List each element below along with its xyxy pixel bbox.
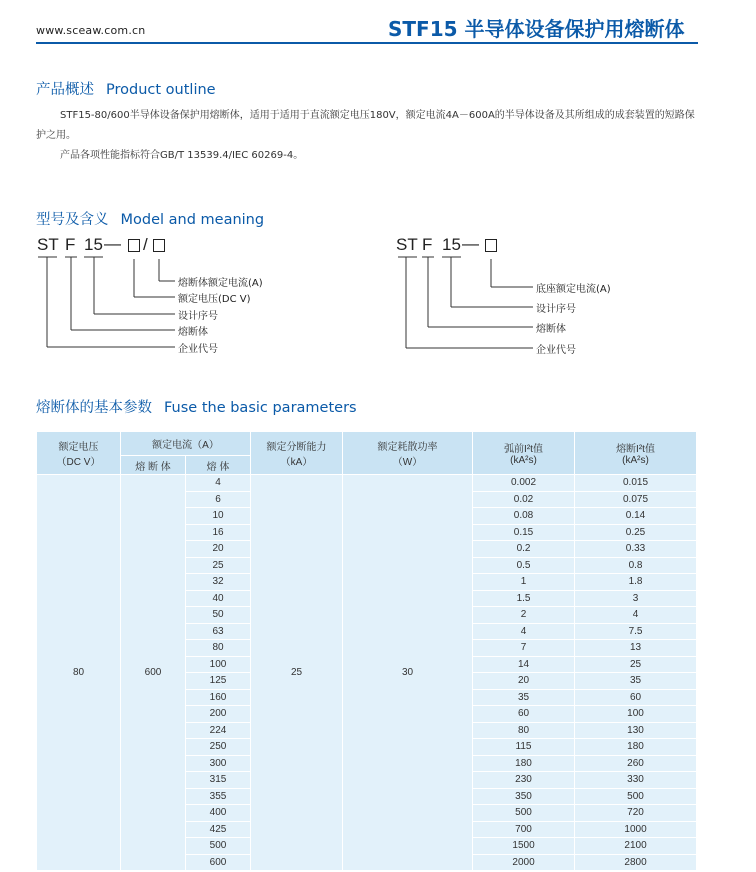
- cell-operating-i2t: 130: [575, 722, 697, 739]
- cell-operating-i2t: 7.5: [575, 623, 697, 640]
- cell-rated-voltage: 80: [37, 475, 121, 871]
- cell-pre-arcing-i2t: 14: [473, 656, 575, 673]
- label-design-number-right: 设计序号: [536, 304, 576, 315]
- cell-operating-i2t: 0.14: [575, 508, 697, 525]
- cell-operating-i2t: 330: [575, 772, 697, 789]
- cell-operating-i2t: 260: [575, 755, 697, 772]
- cell-operating-i2t: 1000: [575, 821, 697, 838]
- cell-operating-i2t: 0.075: [575, 491, 697, 508]
- cell-fuse-link-current: 355: [186, 788, 251, 805]
- standard-compliance-text: 产品各项性能指标符合GB/T 13539.4/IEC 60269-4。: [60, 150, 304, 161]
- cell-operating-i2t: 13: [575, 640, 697, 657]
- header-op-i2t-text: 熔断I²t值: [616, 444, 655, 455]
- cell-fuse-link-current: 200: [186, 706, 251, 723]
- header-fuse-holder: 熔 断 体: [121, 456, 186, 475]
- cell-pre-arcing-i2t: 700: [473, 821, 575, 838]
- outline-heading-en: Product outline: [106, 82, 216, 98]
- cell-operating-i2t: 720: [575, 805, 697, 822]
- cell-fuse-holder-current: 600: [121, 475, 186, 871]
- cell-pre-arcing-i2t: 180: [473, 755, 575, 772]
- header-op-i2t-unit: (kA²s): [622, 455, 649, 466]
- cell-fuse-link-current: 25: [186, 557, 251, 574]
- cell-fuse-link-current: 4: [186, 475, 251, 492]
- cell-fuse-link-current: 315: [186, 772, 251, 789]
- code-15: 15: [84, 235, 103, 254]
- cell-pre-arcing-i2t: 7: [473, 640, 575, 657]
- cell-pre-arcing-i2t: 500: [473, 805, 575, 822]
- code-f: F: [65, 235, 76, 254]
- cell-fuse-link-current: 6: [186, 491, 251, 508]
- header-breaking-text: 额定分断能力: [266, 442, 327, 453]
- code-slash: /: [143, 235, 148, 254]
- header-power-text: 额定耗散功率: [377, 442, 438, 453]
- model-heading-en: Model and meaning: [120, 212, 265, 228]
- cell-pre-arcing-i2t: 1.5: [473, 590, 575, 607]
- model-code-left: [37, 235, 59, 255]
- cell-pre-arcing-i2t: 1500: [473, 838, 575, 855]
- cell-operating-i2t: 500: [575, 788, 697, 805]
- label-fuse-right: 熔断体: [536, 324, 566, 335]
- cell-operating-i2t: 2800: [575, 854, 697, 871]
- outline-heading-cn: 产品概述: [36, 82, 94, 98]
- cell-pre-arcing-i2t: 20: [473, 673, 575, 690]
- label-rated-voltage: 额定电压(DC V): [178, 294, 251, 305]
- header-rated-voltage: [37, 432, 121, 475]
- cell-fuse-link-current: 80: [186, 640, 251, 657]
- header-voltage-text: 额定电压: [58, 442, 99, 453]
- cell-fuse-link-current: 250: [186, 739, 251, 756]
- cell-operating-i2t: 0.015: [575, 475, 697, 492]
- site-url[interactable]: www.sceaw.com.cn: [36, 24, 146, 37]
- label-base-rated-current: 底座额定电流(A): [536, 284, 611, 295]
- code-f-right: F: [422, 235, 433, 254]
- header-operating-i2t: [575, 432, 697, 475]
- cell-fuse-link-current: 600: [186, 854, 251, 871]
- cell-pre-arcing-i2t: 350: [473, 788, 575, 805]
- header-fuse-link: 熔 体: [186, 456, 251, 475]
- cell-fuse-link-current: 40: [186, 590, 251, 607]
- cell-fuse-link-current: 300: [186, 755, 251, 772]
- label-design-number: 设计序号: [178, 311, 218, 322]
- cell-pre-arcing-i2t: 0.5: [473, 557, 575, 574]
- cell-fuse-link-current: 63: [186, 623, 251, 640]
- cell-pre-arcing-i2t: 80: [473, 722, 575, 739]
- params-heading-cn: 熔断体的基本参数: [36, 400, 152, 416]
- cell-fuse-link-current: 50: [186, 607, 251, 624]
- code-15-right: 15: [442, 235, 461, 254]
- header-power-unit: （W）: [392, 457, 423, 468]
- cell-operating-i2t: 0.25: [575, 524, 697, 541]
- model-heading-cn: 型号及含义: [36, 212, 109, 228]
- cell-operating-i2t: 1.8: [575, 574, 697, 591]
- cell-fuse-link-current: 500: [186, 838, 251, 855]
- cell-operating-i2t: 25: [575, 656, 697, 673]
- placeholder-box-base-current: [485, 239, 497, 252]
- header-breaking-unit: （kA）: [280, 457, 313, 468]
- header-power-dissipation: [343, 432, 473, 475]
- label-fuse-rated-current: 熔断体额定电流(A): [178, 278, 263, 289]
- cell-fuse-link-current: 160: [186, 689, 251, 706]
- cell-pre-arcing-i2t: 0.08: [473, 508, 575, 525]
- cell-pre-arcing-i2t: 0.02: [473, 491, 575, 508]
- cell-operating-i2t: 0.33: [575, 541, 697, 558]
- document-title: STF15 半导体设备保护用熔断体: [388, 17, 685, 41]
- header-pre-i2t-unit: (kA²s): [510, 455, 537, 466]
- header-pre-i2t-text: 弧前I²t值: [504, 444, 543, 455]
- params-table-body: [37, 475, 697, 871]
- cell-fuse-link-current: 16: [186, 524, 251, 541]
- cell-operating-i2t: 35: [575, 673, 697, 690]
- params-heading-en: Fuse the basic parameters: [164, 400, 357, 416]
- table-row: [37, 475, 697, 492]
- header-voltage-unit: （DC V）: [56, 457, 101, 468]
- label-company-code-right: 企业代号: [536, 345, 576, 356]
- cell-operating-i2t: 3: [575, 590, 697, 607]
- cell-power-dissipation: 30: [343, 475, 473, 871]
- cell-operating-i2t: 180: [575, 739, 697, 756]
- header-breaking-capacity: [251, 432, 343, 475]
- cell-operating-i2t: 0.8: [575, 557, 697, 574]
- code-dash: —: [104, 234, 121, 253]
- cell-operating-i2t: 4: [575, 607, 697, 624]
- outline-paragraph: STF15-80/600半导体设备保护用熔断体，适用于适用于直流额定电压180V，额定电流4A－600A的半导体设备及其所组成的成套装置的短路保护之用。: [36, 110, 695, 141]
- cell-fuse-link-current: 400: [186, 805, 251, 822]
- cell-fuse-link-current: 20: [186, 541, 251, 558]
- cell-pre-arcing-i2t: 4: [473, 623, 575, 640]
- cell-pre-arcing-i2t: 115: [473, 739, 575, 756]
- params-table: [36, 431, 697, 871]
- cell-pre-arcing-i2t: 0.15: [473, 524, 575, 541]
- label-fuse: 熔断体: [178, 327, 208, 338]
- code-dash-right: —: [462, 234, 479, 253]
- cell-pre-arcing-i2t: 0.002: [473, 475, 575, 492]
- cell-pre-arcing-i2t: 2000: [473, 854, 575, 871]
- cell-operating-i2t: 60: [575, 689, 697, 706]
- cell-operating-i2t: 2100: [575, 838, 697, 855]
- cell-fuse-link-current: 100: [186, 656, 251, 673]
- cell-fuse-link-current: 224: [186, 722, 251, 739]
- header-rated-current: 额定电流（A）: [121, 432, 251, 456]
- cell-fuse-link-current: 10: [186, 508, 251, 525]
- cell-pre-arcing-i2t: 230: [473, 772, 575, 789]
- cell-pre-arcing-i2t: 35: [473, 689, 575, 706]
- placeholder-box-voltage: [128, 239, 140, 252]
- cell-pre-arcing-i2t: 60: [473, 706, 575, 723]
- params-heading: [36, 396, 357, 417]
- cell-fuse-link-current: 125: [186, 673, 251, 690]
- cell-operating-i2t: 100: [575, 706, 697, 723]
- cell-pre-arcing-i2t: 2: [473, 607, 575, 624]
- header-pre-arcing-i2t: [473, 432, 575, 475]
- code-st-right: ST: [396, 235, 418, 254]
- cell-pre-arcing-i2t: 0.2: [473, 541, 575, 558]
- cell-fuse-link-current: 425: [186, 821, 251, 838]
- cell-fuse-link-current: 32: [186, 574, 251, 591]
- label-company-code: 企业代号: [178, 344, 218, 355]
- code-st: ST: [37, 235, 59, 254]
- placeholder-box-current: [153, 239, 165, 252]
- cell-breaking-capacity: 25: [251, 475, 343, 871]
- cell-pre-arcing-i2t: 1: [473, 574, 575, 591]
